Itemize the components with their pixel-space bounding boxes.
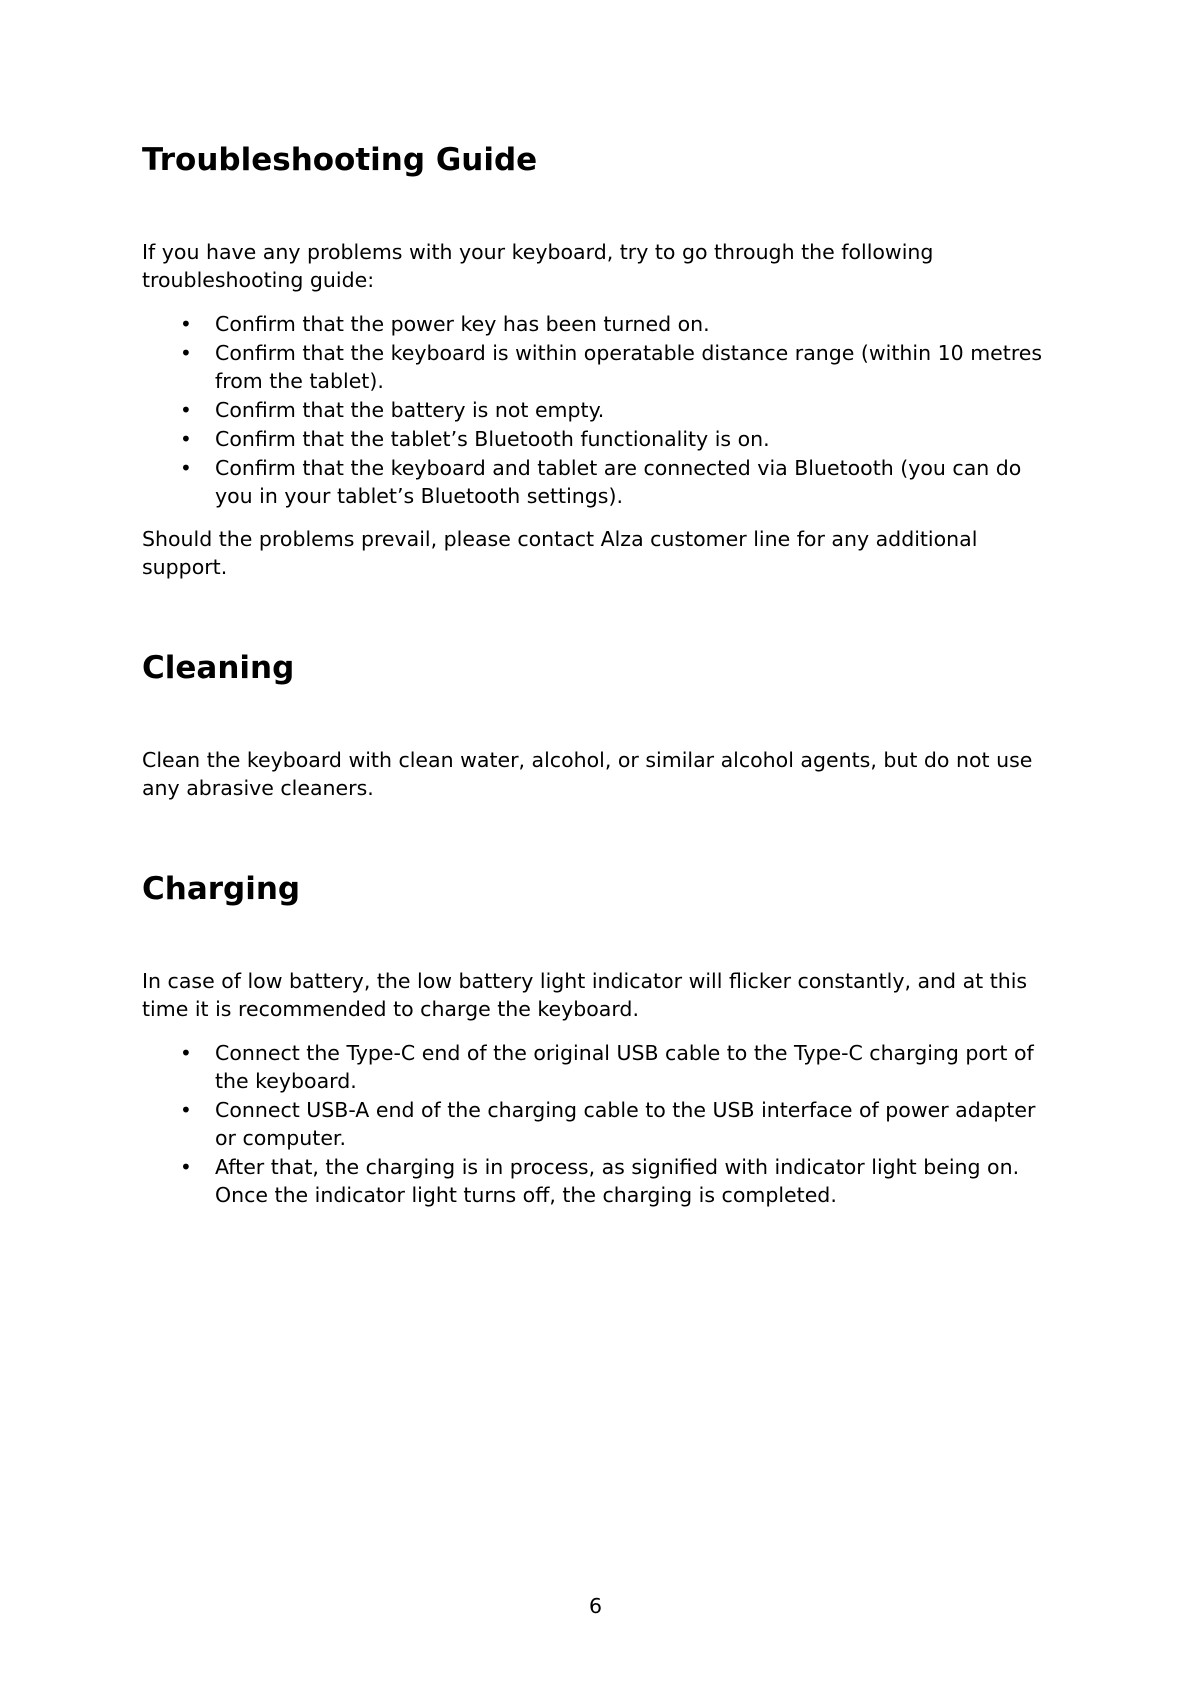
bullet-icon: •: [180, 312, 192, 336]
charging-intro: In case of low battery, the low battery light indicator will flicker constantly, and at this time it is recommended to charge the keyboard.: [142, 969, 1028, 1021]
bullet-icon: •: [180, 427, 192, 451]
list-item-text: Connect USB-A end of the charging cable to the USB interface of power adapter or computer.: [215, 1098, 1036, 1150]
charging-list: [142, 1039, 1062, 1209]
cleaning-text: Clean the keyboard with clean water, alcohol, or similar alcohol agents, but do not use any abrasive cleaners.: [142, 748, 1033, 800]
list-item-text: Connect the Type-C end of the original USB cable to the Type-C charging port of the keyboard.: [215, 1041, 1034, 1093]
page-content: [142, 140, 1062, 1209]
support-note: Should the problems prevail, please contact Alza customer line for any additional support.: [142, 527, 978, 579]
list-item: [142, 1096, 1062, 1152]
list-item: [142, 425, 1062, 453]
list-item: [142, 1039, 1062, 1095]
bullet-icon: •: [180, 341, 192, 365]
list-item: [142, 1153, 1062, 1209]
troubleshooting-heading: Troubleshooting Guide: [142, 142, 538, 178]
list-item: [142, 310, 1062, 338]
list-item: [142, 339, 1062, 395]
bullet-icon: •: [180, 1098, 192, 1122]
list-item-text: Confirm that the keyboard is within operatable distance range (within 10 metres from the tablet).: [215, 341, 1043, 393]
troubleshooting-intro: If you have any problems with your keyboard, try to go through the following troubleshooting guide:: [142, 240, 934, 292]
list-item-text: Confirm that the keyboard and tablet are connected via Bluetooth (you can do you in your tablet’s Bluetooth settings).: [215, 456, 1022, 508]
bullet-icon: •: [180, 1155, 192, 1179]
charging-heading: Charging: [142, 871, 301, 907]
list-item-text: Confirm that the power key has been turned on.: [215, 312, 710, 336]
list-item: [142, 396, 1062, 424]
list-item-text: Confirm that the tablet’s Bluetooth functionality is on.: [215, 427, 770, 451]
cleaning-heading: Cleaning: [142, 650, 295, 686]
page-number: 6: [588, 1594, 603, 1618]
bullet-icon: •: [180, 1041, 192, 1065]
list-item: [142, 454, 1062, 510]
troubleshooting-list: [142, 310, 1062, 510]
list-item-text: Confirm that the battery is not empty.: [215, 398, 605, 422]
bullet-icon: •: [180, 456, 192, 480]
bullet-icon: •: [180, 398, 192, 422]
list-item-text: After that, the charging is in process, as signified with indicator light being on. Once the indicator light turns off, the charging is completed.: [215, 1155, 1020, 1207]
